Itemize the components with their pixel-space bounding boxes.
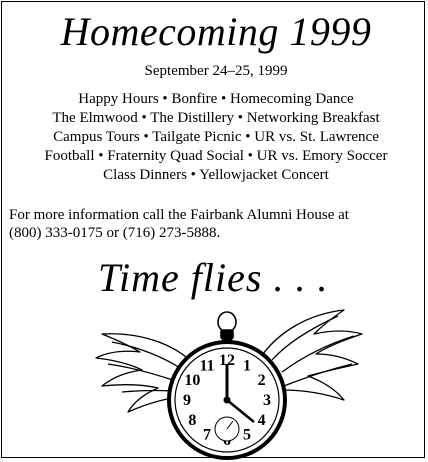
event-line: Class Dinners • Yellowjacket Concert: [103, 167, 329, 183]
watch-face-icon: [169, 342, 285, 458]
event-line: Happy Hours • Bonfire • Homecoming Dance: [78, 91, 354, 107]
contact-phone-line: (800) 333-0175 or (716) 273-5888.: [9, 225, 221, 241]
event-line: Football • Fraternity Quad Social • UR vs. Emory Soccer: [44, 148, 388, 164]
clock-numeral: 7: [203, 426, 211, 444]
contact-line: For more information call the Fairbank Alumni House at: [9, 207, 349, 223]
event-line: The Elmwood • The Distillery • Networking Breakfast: [52, 110, 380, 126]
clock-numeral: 8: [188, 412, 197, 429]
winged-pocket-watch-icon: [82, 302, 372, 462]
clock-numeral: 9: [183, 392, 191, 409]
clock-numeral: 12: [219, 352, 235, 369]
clock-numeral: 5: [243, 426, 251, 444]
watch-crown-icon: [218, 312, 236, 344]
advertisement-frame: [1, 1, 425, 458]
ad-title: Homecoming 1999: [60, 9, 372, 54]
contact-info: [9, 206, 425, 242]
clock-numeral: 3: [263, 392, 271, 409]
clock-numeral: 11: [199, 357, 215, 375]
clock-numeral: 2: [257, 372, 266, 389]
event-line: Campus Tours • Tailgate Picnic • UR vs. St. Lawrence: [53, 129, 379, 145]
clock-numeral: 10: [184, 372, 201, 389]
clock-numeral: 1: [243, 357, 251, 375]
clock-numeral: 4: [257, 412, 266, 429]
event-list: [2, 90, 428, 185]
tagline: Time flies . . .: [98, 255, 329, 300]
event-date: September 24–25, 1999: [144, 63, 288, 79]
